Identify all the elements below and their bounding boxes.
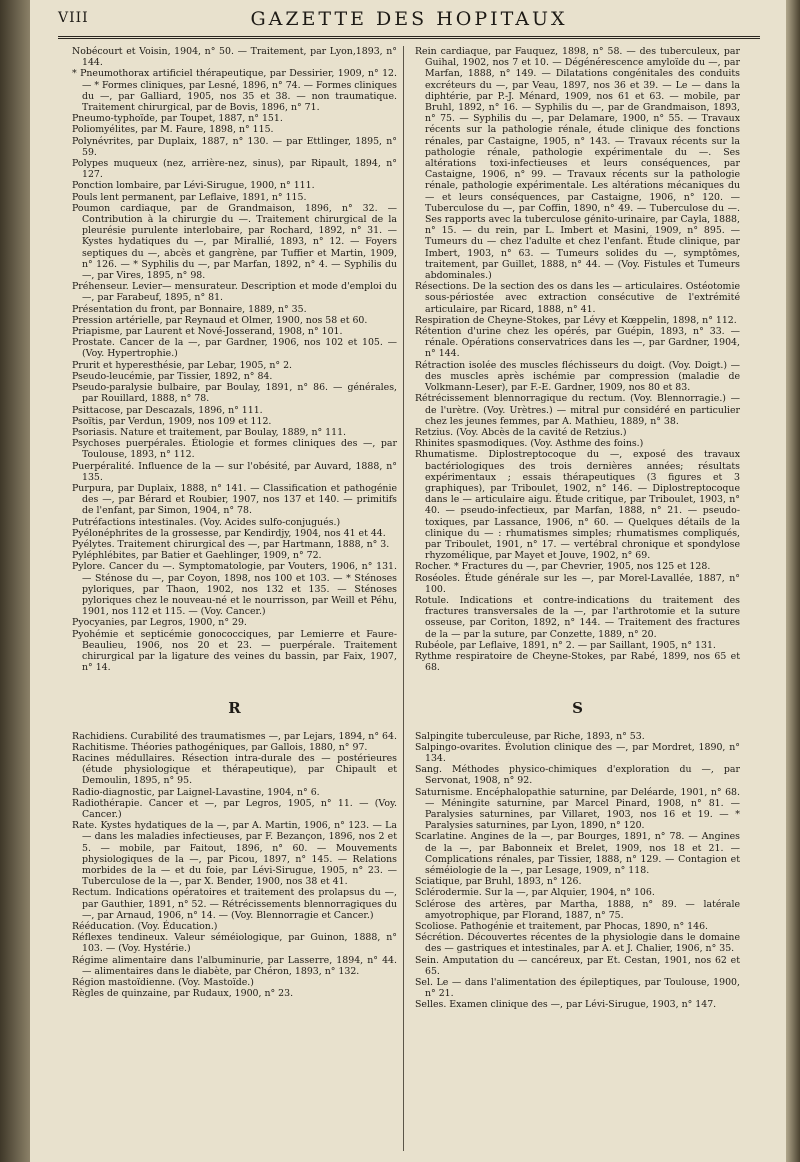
index-entry: Rétrécissement blennorragique du rectum. (Voy. Blennorragie.) — de l'urètre. (Voy. Urètres.) — mitral pur considéré en particulier chez les jeunes femmes, par A. Mathieu, 1889, n° 38. bbox=[415, 393, 740, 427]
index-entry: Racines médullaires. Résection intra-durale des — postérieures (étude physiologique et thérapeutique), par Chipault et Demoulin, 1895, n° 95. bbox=[72, 752, 397, 787]
index-entry: Présentation du front, par Bonnaire, 1889, n° 35. bbox=[72, 303, 307, 315]
index-entry: Sclérodermie. Sur la —, par Alquier, 1904, n° 106. bbox=[415, 887, 655, 899]
index-entry: Prostate. Cancer de la —, par Gardner, 1906, nos 102 et 105. — (Voy. Hypertrophie.) bbox=[72, 337, 397, 360]
page-edge bbox=[786, 0, 800, 1162]
index-entry: Résections. De la section des os dans les — articulaires. Ostéotomie sous-périostée avec extraction consécutive de l'extrémité articulaire, par Ricard, 1888, n° 41. bbox=[415, 281, 740, 315]
right-entries-before bbox=[415, 46, 740, 673]
index-entry: Régime alimentaire dans l'albuminurie, par Lasserre, 1894, n° 44. — alimentaires dans le diabète, par Chéron, 1893, n° 132. bbox=[72, 954, 397, 977]
left-entries-before bbox=[72, 46, 397, 673]
section-letter-s: S bbox=[572, 699, 583, 718]
index-entry: Prurit et hyperesthésie, par Lebar, 1905, n° 2. bbox=[72, 359, 293, 371]
index-entry: Rate. Kystes hydatiques de la —, par A. Martin, 1906, n° 123. — La — dans les maladies infectieuses, par F. Bezançon, 1896, nos 2 et 5. — mobile, par Faitout, 1896, n° 60. — Mouvements physiologiques de la —, par Picou, 1897, n° 145. — Relations morbides de la — et du foie, par Lévi-Sirugue, 1905, n° 23. — Tuberculose de la —, par X. Bender, 1900, nos 38 et 41. bbox=[72, 820, 397, 888]
index-entry: Région mastoïdienne. (Voy. Mastoïde.) bbox=[72, 977, 254, 989]
index-entry: Psoriasis. Nature et traitement, par Boulay, 1889, n° 111. bbox=[72, 426, 347, 438]
index-entry: Sein. Amputation du — cancéreux, par Et. Cestan, 1901, nos 62 et 65. bbox=[415, 954, 740, 977]
right-entries-after bbox=[415, 731, 740, 1011]
column-divider bbox=[403, 46, 404, 1151]
index-entry: Psoïtis, par Verdun, 1909, nos 109 et 112. bbox=[72, 415, 272, 427]
index-entry: Psychoses puerpérales. Étiologie et formes cliniques des —, par Toulouse, 1893, n° 112. bbox=[72, 438, 397, 461]
index-entry: Radio-diagnostic, par Laignel-Lavastine, 1904, n° 6. bbox=[72, 786, 320, 798]
index-entry: Pseudo-leucémie, par Tissier, 1892, n° 84. bbox=[72, 370, 273, 382]
index-entry: Pyélytes. Traitement chirurgical des —, par Hartmann, 1888, n° 3. bbox=[72, 538, 390, 550]
index-entry: Rachitisme. Théories pathogéniques, par Gallois, 1880, n° 97. bbox=[72, 741, 368, 753]
index-entry: Sclérose des artères, par Martha, 1888, n° 89. — latérale amyotrophique, par Florand, 1887, n° 75. bbox=[415, 898, 740, 921]
left-entries-after bbox=[72, 731, 397, 1000]
index-entry: Salpingite tuberculeuse, par Riche, 1893, n° 53. bbox=[415, 730, 645, 742]
right-column bbox=[415, 46, 740, 1011]
index-entry: Rocher. * Fractures du —, par Chevrier, 1905, nos 125 et 128. bbox=[415, 561, 711, 573]
index-entry: Nobécourt et Voisin, 1904, n° 50. — Traitement, par Lyon,1893, n° 144. bbox=[72, 46, 397, 69]
index-entry: Pylore. Cancer du —. Symptomatologie, par Vouters, 1906, n° 131. — Sténose du —, par Coyon, 1898, nos 100 et 103. — * Sténoses pyloriques, par Thaon, 1902, nos 132 et 135. — Sténoses pyloriques chez le nouveau-né et le nourrisson, par Weill et Péhu, 1901, nos 112 et 115. — (Voy. Cancer.) bbox=[72, 561, 397, 618]
journal-title: GAZETTE DES HOPITAUX bbox=[250, 8, 568, 30]
index-entry: Rééducation. (Voy. Éducation.) bbox=[72, 921, 218, 933]
index-entry: Règles de quinzaine, par Rudaux, 1900, n° 23. bbox=[72, 988, 294, 1000]
index-entry: Rotule. Indications et contre-indications du traitement des fractures transversales de la —, par l'arthrotomie et la suture osseuse, par Coriton, 1892, n° 144. — Traitement des fractures de la — par la suture, par Conzette, 1889, n° 20. bbox=[415, 594, 740, 640]
left-column bbox=[72, 46, 397, 999]
index-entry: Radiothérapie. Cancer et —, par Legros, 1905, n° 11. — (Voy. Cancer.) bbox=[72, 797, 397, 820]
index-entry: Psittacose, par Descazals, 1896, n° 111. bbox=[72, 404, 263, 416]
index-entry: Réflexes tendineux. Valeur séméiologique, par Guinon, 1888, n° 103. — (Voy. Hystérie.) bbox=[72, 932, 397, 955]
index-entry: Rétention d'urine chez les opérés, par Guépin, 1893, n° 33. — rénale. Opérations conservatrices dans les —, par Gardner, 1904, n° 144. bbox=[415, 326, 740, 360]
index-entry: Poumon cardiaque, par de Grandmaison, 1896, n° 32. — Contribution à la chirurgie du —. Traitement chirurgical de la pleurésie purulente interlobaire, par Rochard, 1892, n° 31. — Kystes hydatiques du —, par Mirallié, 1893, n° 12. — Foyers septiques du —, abcès et gangrène, par Tuffier et Martin, 1909, n° 126. — * Syphilis du —, par Marfan, 1892, n° 4. — Syphilis du —, par Vires, 1895, n° 98. bbox=[72, 202, 397, 282]
index-entry: Roséoles. Étude générale sur les —, par Morel-Lavallée, 1887, n° 100. bbox=[415, 572, 740, 595]
index-entry: Préhenseur. Levier— mensurateur. Description et mode d'emploi du —, par Farabeuf, 1895, n° 81. bbox=[72, 281, 397, 304]
index-entry: Puerpéralité. Influence de la — sur l'obésité, par Auvard, 1888, n° 135. bbox=[72, 460, 397, 483]
index-entry: Pneumo-typhoïde, par Toupet, 1887, n° 151. bbox=[72, 113, 283, 125]
book-binding-edge bbox=[0, 0, 30, 1162]
index-entry: Pyohémie et septicémie gonococciques, par Lemierre et Faure-Beaulieu, 1906, nos 20 et 23. — puerpérale. Traitement chirurgical par la ligature des veines du bassin, par Faix, 1907, n° 14. bbox=[72, 628, 397, 674]
index-entry: Rhinites spasmodiques. (Voy. Asthme des foins.) bbox=[415, 438, 644, 450]
index-entry: Rectum. Indications opératoires et traitement des prolapsus du —, par Gauthier, 1891, n° 52. — Rétrécissements blennorragiques du —, par Arnaud, 1906, n° 14. — (Voy. Blennorragie et Cancer.) bbox=[72, 887, 397, 921]
page-number: VIII bbox=[58, 10, 89, 26]
index-entry: Sciatique, par Bruhl, 1893, n° 126. bbox=[415, 876, 582, 888]
index-entry: Pyocyanies, par Legros, 1900, n° 29. bbox=[72, 617, 247, 629]
index-entry: Pyléphlébites, par Batier et Gaehlinger, 1909, n° 72. bbox=[72, 550, 322, 562]
index-entry: Sang. Méthodes physico-chimiques d'exploration du —, par Servonat, 1908, n° 92. bbox=[415, 764, 740, 787]
index-entry: Polypes muqueux (nez, arrière-nez, sinus), par Ripault, 1894, n° 127. bbox=[72, 158, 397, 181]
index-entry: Pouls lent permanent, par Leflaive, 1891, n° 115. bbox=[72, 191, 307, 203]
index-entry: Pyélonéphrites de la grossesse, par Kendirdjy, 1904, nos 41 et 44. bbox=[72, 527, 386, 539]
index-entry: Sel. Le — dans l'alimentation des épileptiques, par Toulouse, 1900, n° 21. bbox=[415, 977, 740, 1000]
index-entry: Sécrétion. Découvertes récentes de la physiologie dans le domaine des — gastriques et intestinales, par A. et J. Chalier, 1906, n° 35. bbox=[415, 932, 740, 955]
index-entry: Rachidiens. Curabilité des traumatismes —, par Lejars, 1894, n° 64. bbox=[72, 730, 397, 742]
page-header bbox=[58, 6, 760, 39]
index-entry: Purpura, par Duplaix, 1888, n° 141. — Classification et pathogénie des —, par Bérard et Roubier, 1907, nos 137 et 140. — primitifs de l'enfant, par Simon, 1904, n° 78. bbox=[72, 482, 397, 517]
index-entry: Selles. Examen clinique des —, par Lévi-Sirugue, 1903, n° 147. bbox=[415, 999, 717, 1011]
index-entry: Saturnisme. Encéphalopathie saturnine, par Deléarde, 1901, n° 68. — Méningite saturnine, par Marcel Pinard, 1908, n° 81. — Paralysies saturnines, par Villaret, 1903, nos 16 et 19. — * Paralysies saturnines, par Lyon, 1890, n° 120. bbox=[415, 786, 740, 832]
index-entry: Rein cardiaque, par Fauquez, 1898, n° 58. — des tuberculeux, par Guihal, 1902, nos 7 et 10. — Dégénérescence amyloïde du —, par Marfan, 1888, n° 149. — Dilatations congénitales des conduits excréteurs du —, par Veau, 1897, nos 36 et 39. — Le — dans la diphtérie, par P.-J. Ménard, 1909, nos 61 et 63. — mobile, par Bruhl, 1892, n° 16. — Syphilis du —, par de Grandmaison, 1893, n° 75. — Syphilis du —, par Delamare, 1900, n° 55. — Travaux récents sur la pathologie rénale, étude clinique des fonctions rénales, par Castaigne, 1905, n° 143. — Travaux récents sur la pathologie rénale, pathologie expérimentale du —. Ses altérations toxi-infectieuses et leurs conséquences, par Castaigne, 1906, n° 99. — Travaux récents sur la pathologie rénale, pathologie expérimentale. Les altérations mécaniques du — et leurs conséquences, par Castaigne, 1906, n° 120. — Tuberculose du —, par Coffin, 1890, n° 49. — Tuberculose du —. Ses rapports avec la tuberculose génito-urinaire, par Cayla, 1888, n° 15. — du rein, par L. Imbert et Masini, 1909, n° 895. — Tumeurs du — chez l'adulte et chez l'enfant. Étude clinique, par Imbert, 1903, n° 63. — Tumeurs solides du —, symptômes, traitement, par Guillet, 1888, n° 44. — (Voy. Fistules et Tumeurs abdominales.) bbox=[415, 46, 740, 282]
index-entry: Putréfactions intestinales. (Voy. Acides sulfo-conjugués.) bbox=[72, 516, 341, 528]
index-entry: Rhumatisme. Diplostreptocoque du —, exposé des travaux bactériologiques des trois dernières années; résultats expérimentaux ; essais thérapeutiques (3 figures et 3 graphiques), par Triboulet, 1902, n° 146. — Diplostreptocoque dans le — articulaire aigu. Étude critique, par Triboulet, 1903, n° 40. — pseudo-infectieux, par Marfan, 1888, n° 21. — pseudo-toxiques, par Lassance, 1906, n° 60. — Quelques détails de la clinique du — : rhumatismes simples; rhumatismes compliqués, par Triboulet, 1901, n° 17. — vertébral chronique et spondylose rhyzomélique, par Mayet et Jouve, 1902, n° 69. bbox=[415, 449, 740, 562]
index-entry: Retzius. (Voy. Abcès de la cavité de Retzius.) bbox=[415, 426, 627, 438]
index-entry: Respiration de Cheyne-Stokes, par Lévy et Kœppelin, 1898, n° 112. bbox=[415, 314, 737, 326]
index-entry: Salpingo-ovarites. Évolution clinique des —, par Mordret, 1890, n° 134. bbox=[415, 741, 740, 764]
index-entry: * Pneumothorax artificiel thérapeutique, par Dessirier, 1909, n° 12. — * Formes cliniques, par Lesné, 1896, n° 74. — Formes cliniques du —, par Galliard, 1905, nos 35 et 38. — non traumatique. Traitement chirurgical, par de Bovis, 1896, n° 71. bbox=[72, 68, 397, 114]
index-entry: Rétraction isolée des muscles fléchisseurs du doigt. (Voy. Doigt.) — des muscles après ischémie par compression (maladie de Volkmann-Leser), par F.-E. Gardner, 1909, nos 80 et 83. bbox=[415, 359, 740, 394]
index-entry: Rubéole, par Leflaive, 1891, n° 2. — par Saillant, 1905, n° 131. bbox=[415, 639, 716, 651]
index-entry: Poliomyélites, par M. Faure, 1898, n° 115. bbox=[72, 124, 274, 136]
index-entry: Ponction lombaire, par Lévi-Sirugue, 1900, n° 111. bbox=[72, 180, 315, 192]
index-entry: Scoliose. Pathogénie et traitement, par Phocas, 1890, n° 146. bbox=[415, 921, 709, 933]
index-entry: Priapisme, par Laurent et Nové-Josserand, 1908, n° 101. bbox=[72, 326, 343, 338]
index-entry: Rythme respiratoire de Cheyne-Stokes, par Rabé, 1899, nos 65 et 68. bbox=[415, 650, 740, 674]
section-letter-r: R bbox=[228, 699, 241, 718]
index-entry: Pression artérielle, par Reynaud et Olmer, 1900, nos 58 et 60. bbox=[72, 314, 368, 326]
index-entry: Pseudo-paralysie bulbaire, par Boulay, 1891, n° 86. — générales, par Rouillard, 1888, n° 78. bbox=[72, 382, 397, 405]
index-entry: Polynévrites, par Duplaix, 1887, n° 130. — par Ettlinger, 1895, n° 59. bbox=[72, 135, 397, 158]
index-entry: Scarlatine. Angines de la —, par Bourges, 1891, n° 78. — Angines de la —, par Babonneix et Brelet, 1909, nos 18 et 21. — Complications rénales, par Tissier, 1888, n° 129. — Contagion et séméiologie de la —, par Lesage, 1909, n° 118. bbox=[415, 831, 740, 877]
